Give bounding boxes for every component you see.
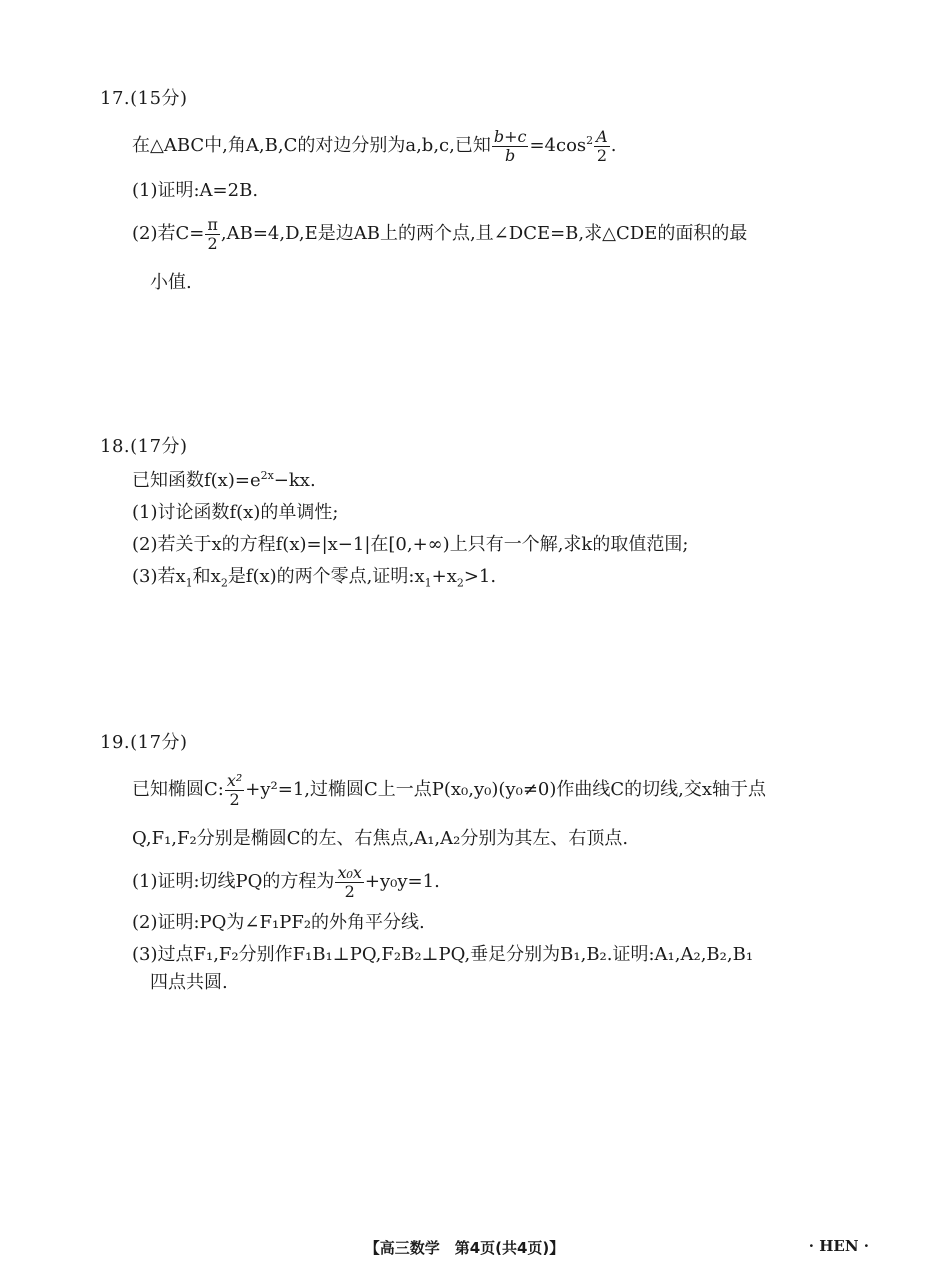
problem-19-part-1: (1)证明:切线PQ的方程为 $\frac{\text{x₀x}}{2}$ +y₀y=1. [132,863,440,901]
problem-19-part-3: (3)过点F₁,F₂分别作F₁B₁⊥PQ,F₂B₂⊥PQ,垂足分别为B₁,B₂.证明:A₁,A₂,B₂,B₁ [132,944,754,966]
problem-19 [100,728,880,992]
problem-17 [100,84,880,292]
problem-19-stem: 已知椭圆C: $\frac{\text{x²}}{2}$ +y²=1,过椭圆C上一点P(x₀,y₀)(y₀≠0)作曲线C的切线,交x轴于点 [132,771,767,809]
fraction: $\frac{A}{2}$ [596,127,608,165]
problem-17-heading: 17.(15分) [100,88,188,109]
problem-19-part-2: (2)证明:PQ为∠F₁PF₂的外角平分线. [132,912,425,934]
problem-19-stem-continued: Q,F₁,F₂分别是椭圆C的左、右焦点,A₁,A₂分别为其左、右顶点. [132,828,629,850]
problem-18-heading: 18.(17分) [100,436,188,457]
fraction: $\frac{\text{x₀x}}{2}$ [337,863,362,901]
problem-18-part-1: (1)讨论函数f(x)的单调性; [132,502,339,523]
problem-18-stem: 已知函数$f(x)=e^{2x}-kx$. [132,469,316,491]
fraction: $\frac{b+c}{b}$ [493,127,527,165]
problem-17-part-2: (2)若C= $\frac{\pi}{2}$ ,AB=4,D,E是边AB上的两个点,且∠DCE=B,求△CDE的面积的最 [132,215,748,253]
fraction: $\frac{\pi}{2}$ [207,215,218,253]
page-footer: 【高三数学 第4页(共4页)】 [364,1239,565,1257]
problem-17-part-1: (1)证明:A=2B. [132,180,259,202]
problem-17-part-2-continued: 小值. [150,272,192,294]
problem-17-stem: 在△ABC中,角A,B,C的对边分别为a,b,c,已知 $\frac{b+c}{b}$ $=4\cos^2$ $\frac{A}{2}$ . [132,127,617,165]
problem-18-part-3: (3)若$x_1$和$x_2$是f(x)的两个零点,证明$:x_1+x_2>1$. [132,566,497,590]
exam-code: · HEN · [808,1237,869,1255]
problem-19-part-3-continued: 四点共圆. [150,972,228,994]
problem-18 [100,432,880,590]
problem-18-part-2: (2)若关于x的方程f(x)=|x−1|在[0,+∞)上只有一个解,求k的取值范围; [132,534,689,555]
fraction: $\frac{\text{x²}}{2}$ [226,771,243,809]
problem-19-heading: 19.(17分) [100,732,188,753]
